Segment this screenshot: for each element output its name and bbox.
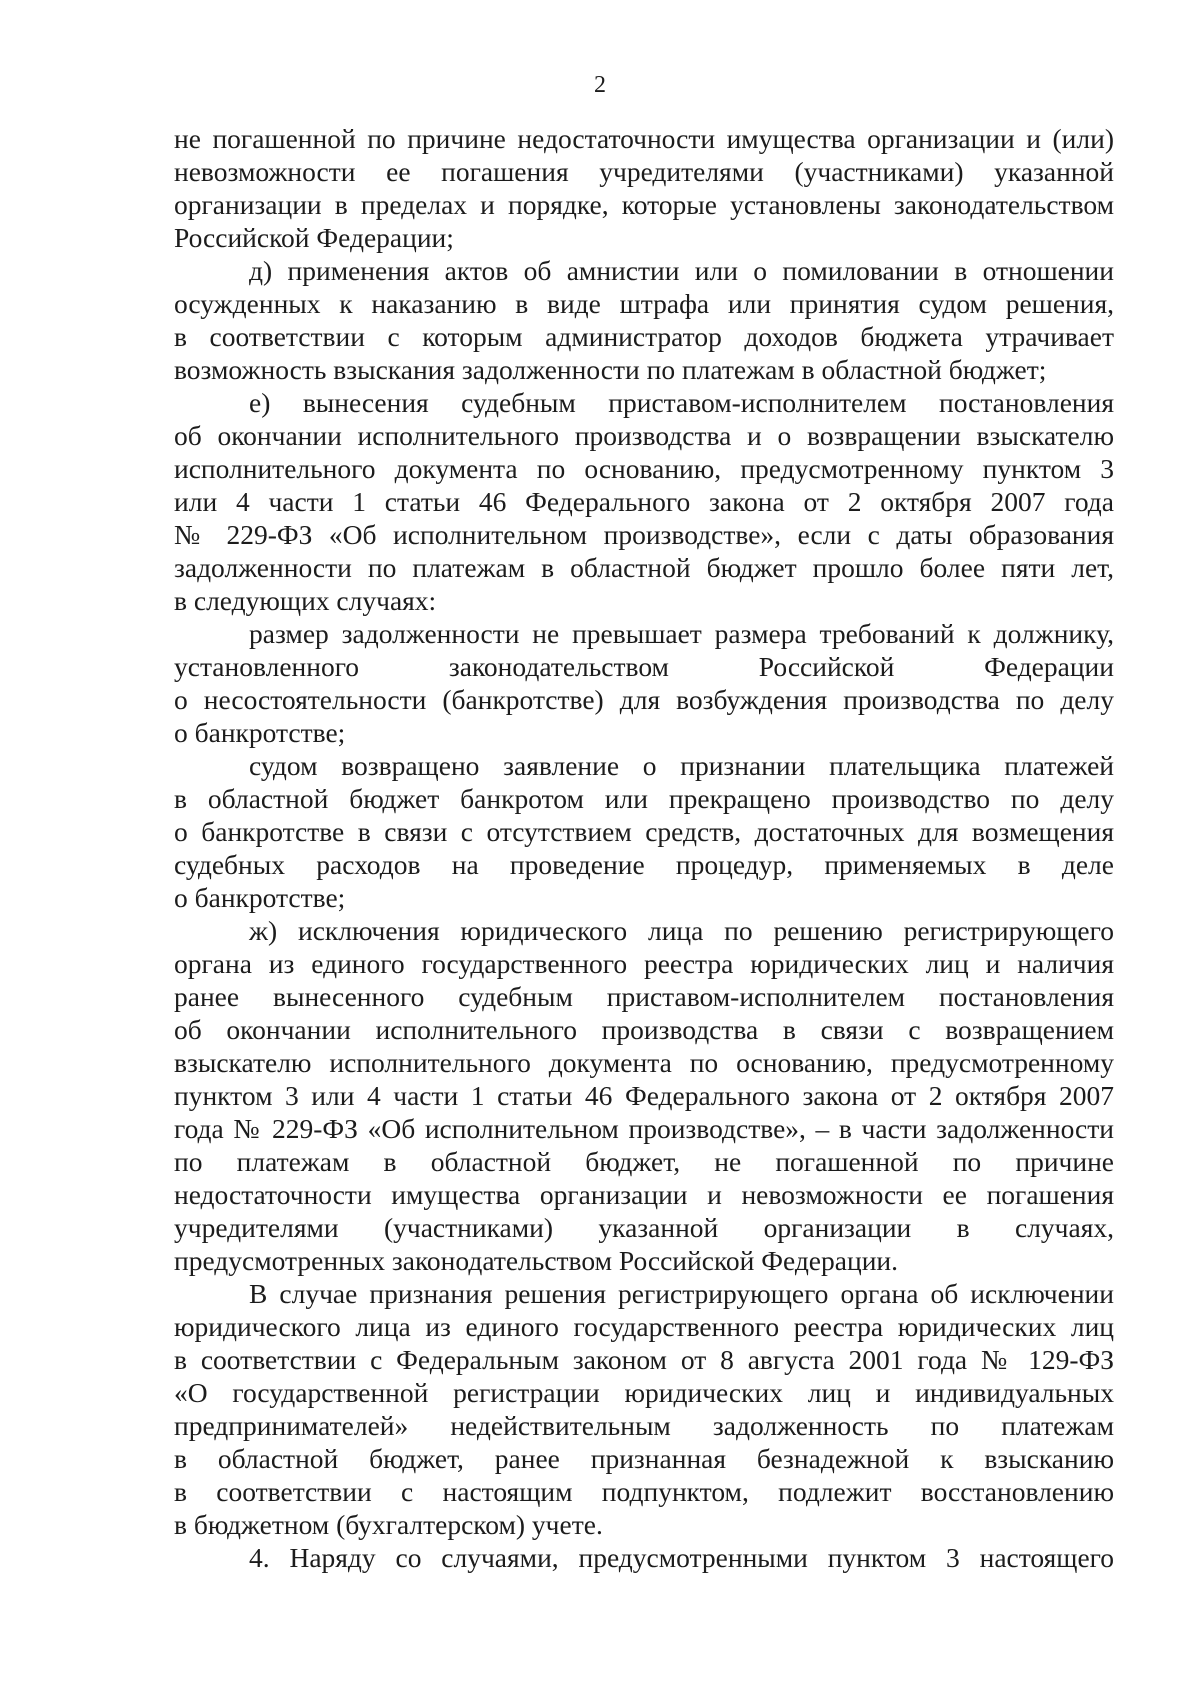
text-line: в соответствии с которым администратор доходов бюджета утрачивает [174,321,1114,352]
text-line: судебных расходов на проведение процедур, применяемых в деле [174,849,1114,880]
text-line: невозможности ее погашения учредителями (участниками) указанной [174,156,1114,187]
text-line: задолженности по платежам в областной бюджет прошло более пяти лет, [174,552,1114,583]
text-line: года № 229-ФЗ «Об исполнительном производстве», – в части задолженности [174,1113,1114,1144]
text-line: о банкротстве в связи с отсутствием средств, достаточных для возмещения [174,816,1114,847]
text-line: ж) исключения юридического лица по решению регистрирующего [249,915,1114,946]
text-line: № 229-ФЗ «Об исполнительном производстве», если с даты образования [174,519,1114,550]
text-line: или 4 части 1 статьи 46 Федерального закона от 2 октября 2007 года [174,486,1114,517]
text-line: Российской Федерации; [174,222,454,253]
text-line: д) применения актов об амнистии или о помиловании в отношении [249,255,1114,286]
text-line: 4. Наряду со случаями, предусмотренными пунктом 3 настоящего [249,1542,1114,1573]
text-line: не погашенной по причине недостаточности имущества организации и (или) [174,123,1114,154]
text-line: организации в пределах и порядке, которые установлены законодательством [174,189,1114,220]
document-body [174,122,1114,1574]
text-line: в следующих случаях: [174,585,437,616]
text-line: возможность взыскания задолженности по платежам в областной бюджет; [174,354,1047,385]
text-line: взыскателю исполнительного документа по основанию, предусмотренному [174,1047,1114,1078]
text-line: предпринимателей» недействительным задолженность по платежам [174,1410,1114,1441]
text-line: в соответствии с Федеральным законом от 8 августа 2001 года № 129-ФЗ [174,1344,1114,1375]
text-line: органа из единого государственного реестра юридических лиц и наличия [174,948,1114,979]
text-line: е) вынесения судебным приставом-исполнителем постановления [249,387,1114,418]
text-line: размер задолженности не превышает размера требований к должнику, [249,618,1114,649]
text-line: ранее вынесенного судебным приставом-исполнителем постановления [174,981,1114,1012]
text-line: в областной бюджет банкротом или прекращено производство по делу [174,783,1114,814]
text-line: юридического лица из единого государственного реестра юридических лиц [174,1311,1114,1342]
text-line: об окончании исполнительного производства и о возвращении взыскателю [174,420,1114,451]
text-line: пунктом 3 или 4 части 1 статьи 46 Федерального закона от 2 октября 2007 [174,1080,1114,1111]
text-line: «О государственной регистрации юридических лиц и индивидуальных [174,1377,1114,1408]
text-line: исполнительного документа по основанию, предусмотренному пунктом 3 [174,453,1114,484]
text-line: о несостоятельности (банкротстве) для возбуждения производства по делу [174,684,1114,715]
page-number: 2 [594,72,606,98]
text-line: о банкротстве; [174,882,346,913]
text-line: по платежам в областной бюджет, не погашенной по причине [174,1146,1114,1177]
text-line: предусмотренных законодательством Российской Федерации. [174,1245,898,1276]
text-line: в бюджетном (бухгалтерском) учете. [174,1509,603,1540]
text-line: осужденных к наказанию в виде штрафа или принятия судом решения, [174,288,1114,319]
text-line: недостаточности имущества организации и невозможности ее погашения [174,1179,1114,1210]
text-line: в соответствии с настоящим подпунктом, подлежит восстановлению [174,1476,1114,1507]
text-line: о банкротстве; [174,717,346,748]
text-line: В случае признания решения регистрирующего органа об исключении [249,1278,1114,1309]
text-line: в областной бюджет, ранее признанная безнадежной к взысканию [174,1443,1114,1474]
text-line: установленного законодательством Российской Федерации [174,651,1114,682]
text-line: об окончании исполнительного производства в связи с возвращением [174,1014,1114,1045]
text-line: учредителями (участниками) указанной организации в случаях, [174,1212,1114,1243]
text-line: судом возвращено заявление о признании плательщика платежей [249,750,1114,781]
